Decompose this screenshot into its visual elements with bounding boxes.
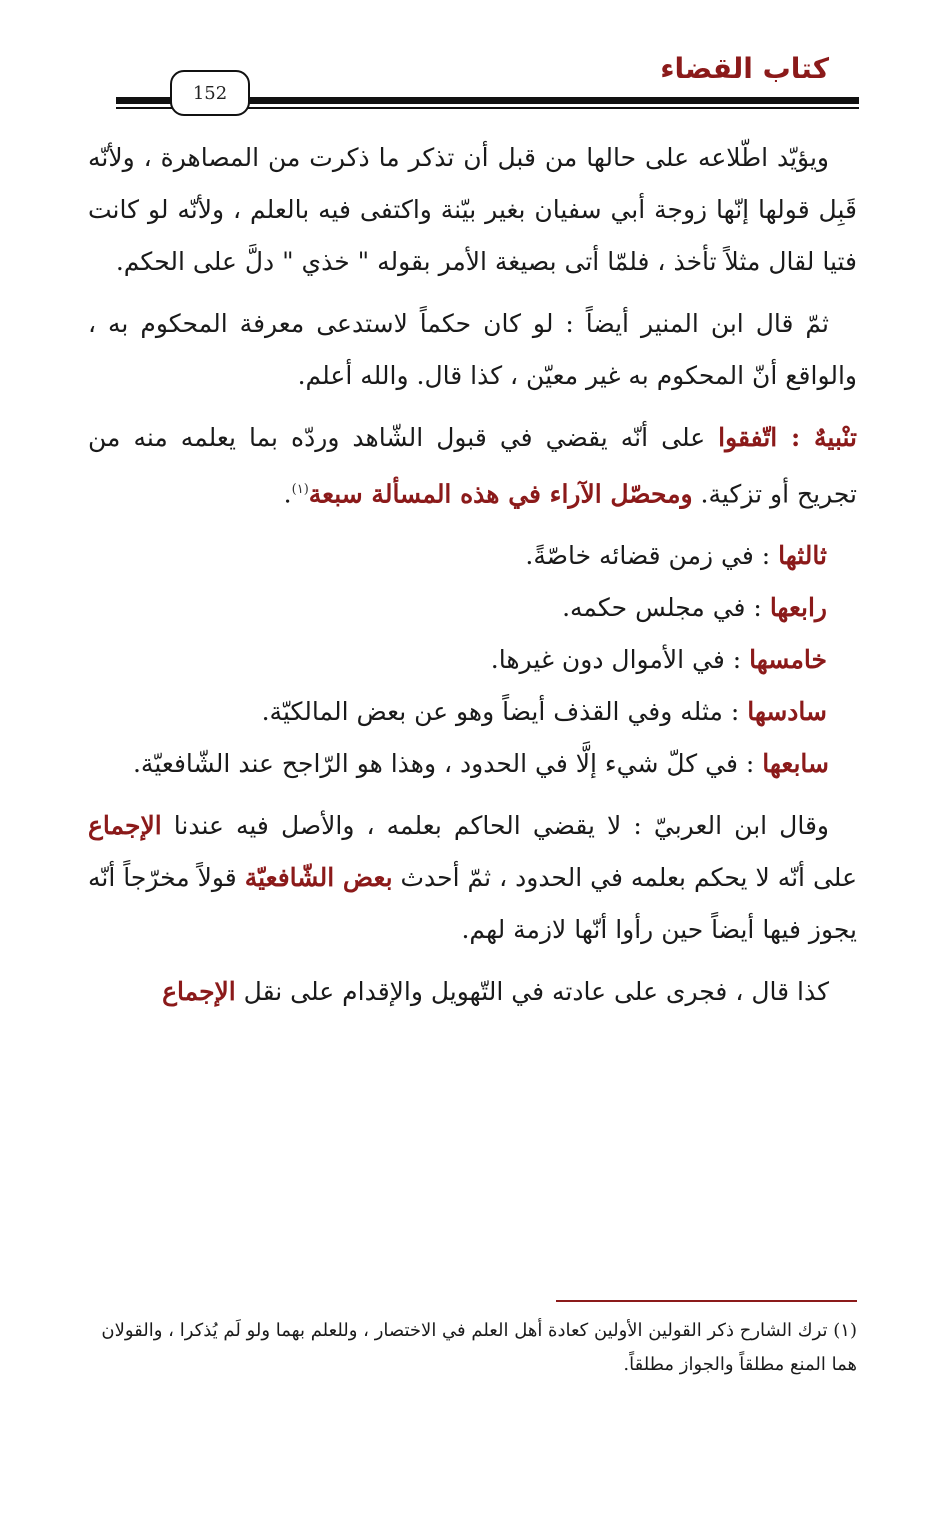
list-item: [88, 530, 857, 582]
item-text: : في كلّ شيء إلَّا في الحدود ، وهذا هو الرّاجح عند الشّافعيّة.: [132, 749, 763, 779]
p5-bold: الإجماع: [162, 977, 236, 1007]
item-text: : مثله وفي القذف أيضاً وهو عن بعض المالكيّة.: [261, 697, 748, 727]
p4-bold-shafii: بعض الشّافعيّة: [244, 863, 393, 893]
note-end: .: [283, 479, 292, 509]
p4-text-c: قولاً مخرّجاً أنّه يجوز فيها أيضاً حين رأوا أنّها لازمة لهم.: [88, 863, 857, 945]
paragraph-1: ويؤيّد اطّلاعه على حالها من قبل أن تذكر ما ذكرت من المصاهرة ، ولأنّه قَبِل قولها إنّها زوجة أبي سفيان بغير بيّنة واكتفى فيه بالعلم ، ولأنّه لو كانت فتيا لقال مثلاً تأخذ ، فلمّا أتى بصيغة الأمر بقوله " خذي " دلَّ على الحكم.: [88, 143, 857, 276]
item-label: ثالثها: [778, 541, 827, 571]
footnote-ref[interactable]: (١): [291, 482, 309, 497]
main-text: [88, 132, 857, 1028]
note-label: تنْبيهٌ : اتّفقوا: [718, 423, 858, 452]
list-item: [88, 582, 857, 634]
note-bold: ومحصّل الآراء في هذه المسألة سبعة: [308, 479, 693, 509]
page-number: [170, 70, 250, 116]
footnote: (١) ترك الشارح ذكر القولين الأولين كعادة أهل العلم في الاختصار ، وللعلم بهما ولو لَم يُذكرا ، والقولان هما المنع مطلقاً والجواز مطلقاً.: [101, 1320, 857, 1375]
list-item: [88, 686, 857, 738]
paragraph-2: ثمّ قال ابن المنير أيضاً : لو كان حكماً لاستدعى معرفة المحكوم به ، والواقع أنّ المحكوم به غير معيّن ، كذا قال. والله أعلم.: [88, 309, 857, 390]
item-label: خامسها: [749, 645, 827, 675]
paragraph-5: [88, 966, 857, 1018]
item-label: رابعها: [769, 593, 827, 623]
list-item: [88, 634, 857, 686]
p4-text-b: على أنّه لا يحكم بعلمه في الحدود ، ثمّ أحدث: [392, 863, 857, 893]
item-text: : في الأموال دون غيرها.: [490, 645, 750, 675]
footnote-divider: [556, 1300, 857, 1302]
paragraph-note: [88, 412, 857, 520]
item-label: سابعها: [762, 749, 829, 779]
p4-bold-ijma: الإجماع: [88, 811, 162, 841]
list-item: [88, 738, 857, 790]
paragraph-4: [88, 800, 857, 956]
p4-text-a: وقال ابن العربيّ : لا يقضي الحاكم بعلمه ، والأصل فيه عندنا: [161, 811, 829, 841]
page-number-label: 152: [192, 82, 228, 104]
item-text: : في مجلس حكمه.: [562, 593, 770, 623]
book-title: كتاب القضاء: [660, 52, 829, 85]
item-text: : في زمن قضائه خاصّةً.: [525, 541, 779, 571]
note-text: على أنّه يقضي في قبول الشّاهد وردّه بما يعلمه منه من تجريح أو تزكية.: [88, 423, 857, 509]
item-label: سادسها: [747, 697, 827, 727]
p5-text: كذا قال ، فجرى على عادته في التّهويل والإقدام على نقل: [235, 977, 829, 1007]
